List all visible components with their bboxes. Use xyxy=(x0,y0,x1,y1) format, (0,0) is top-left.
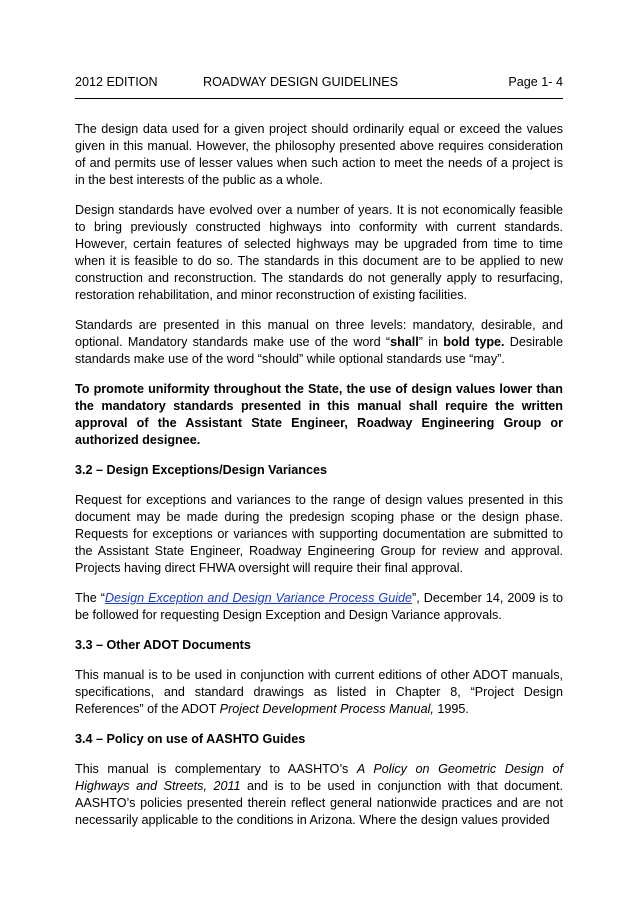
header-title: ROADWAY DESIGN GUIDELINES xyxy=(203,75,399,89)
header-divider xyxy=(75,98,563,99)
text-run: and is to be used in conjunction with that document. AASHTO’s policies presented therein reflect general nationwide practices and are not necessarily applicable to the conditions in Arizona. Where the design values provided xyxy=(75,779,563,827)
paragraph-process-guide xyxy=(75,590,563,624)
text-run: ” in xyxy=(418,335,444,349)
heading-3-4: 3.4 – Policy on use of AASHTO Guides xyxy=(75,732,306,746)
paragraph-design-data: The design data used for a given project should ordinarily equal or exceed the values given in this manual. However, the philosophy presented above requires consideration of and permits use of lesser values when such action to meet the needs of a project is in the best interests of the public as a whole. xyxy=(75,122,563,187)
aashto-title: A Policy on Geometric Design of Highways and Streets, 2011 xyxy=(75,762,563,793)
text-run: 1995. xyxy=(433,702,469,716)
heading-3-2: 3.2 – Design Exceptions/Design Variances xyxy=(75,463,327,477)
header-edition: 2012 EDITION xyxy=(75,75,158,89)
page-header xyxy=(75,74,563,92)
body-content xyxy=(75,121,563,842)
header-page-number: Page 1- 4 xyxy=(508,75,563,89)
text-run: The “ xyxy=(75,591,105,605)
text-run: This manual is to be used in conjunction with current editions of other ADOT manuals, specifications, and standard drawings as listed in Chapter 8, “Project Design References” of the ADOT xyxy=(75,668,563,716)
paragraph-aashto-policy xyxy=(75,761,563,829)
text-run: ”, December 14, 2009 is to be followed for requesting Design Exception and Design Variance approvals. xyxy=(75,591,563,622)
paragraph-other-adot-documents xyxy=(75,667,563,718)
text-run: Standards are presented in this manual on three levels: mandatory, desirable, and optional. Mandatory standards make use of the word “ xyxy=(75,318,563,349)
text-run: Desirable standards make use of the word “should” while optional standards use “may”. xyxy=(75,335,563,366)
paragraph-uniformity: To promote uniformity throughout the State, the use of design values lower than the mandatory standards presented in this manual shall require the written approval of the Assistant State Engineer, Roadway Engineering Group or authorized designee. xyxy=(75,382,563,447)
bold-type-phrase: bold type. xyxy=(443,335,505,349)
pdp-manual-title: Project Development Process Manual, xyxy=(219,702,434,716)
shall-keyword: shall xyxy=(390,335,419,349)
text-run: This manual is complementary to AASHTO’s xyxy=(75,762,357,776)
paragraph-design-standards: Design standards have evolved over a number of years. It is not economically feasible to bring previously constructed highways into conformity with current standards. However, certain features of selected highways may be upgraded from time to time when it is feasible to do so. The standards in this document are to be applied to new construction and reconstruction. The standards do not generally apply to resurfacing, restoration rehabilitation, and minor reconstruction of existing facilities. xyxy=(75,203,563,302)
process-guide-link[interactable]: Design Exception and Design Variance Process Guide xyxy=(104,591,413,605)
paragraph-standard-levels xyxy=(75,317,563,368)
heading-3-3: 3.3 – Other ADOT Documents xyxy=(75,638,251,652)
paragraph-exceptions-request: Request for exceptions and variances to the range of design values presented in this document may be made during the predesign scoping phase or the design phase. Requests for exceptions or variances with supporting documentation are submitted to the Assistant State Engineer, Roadway Engineering Group for review and approval. Projects having direct FHWA oversight will require their final approval. xyxy=(75,493,563,575)
